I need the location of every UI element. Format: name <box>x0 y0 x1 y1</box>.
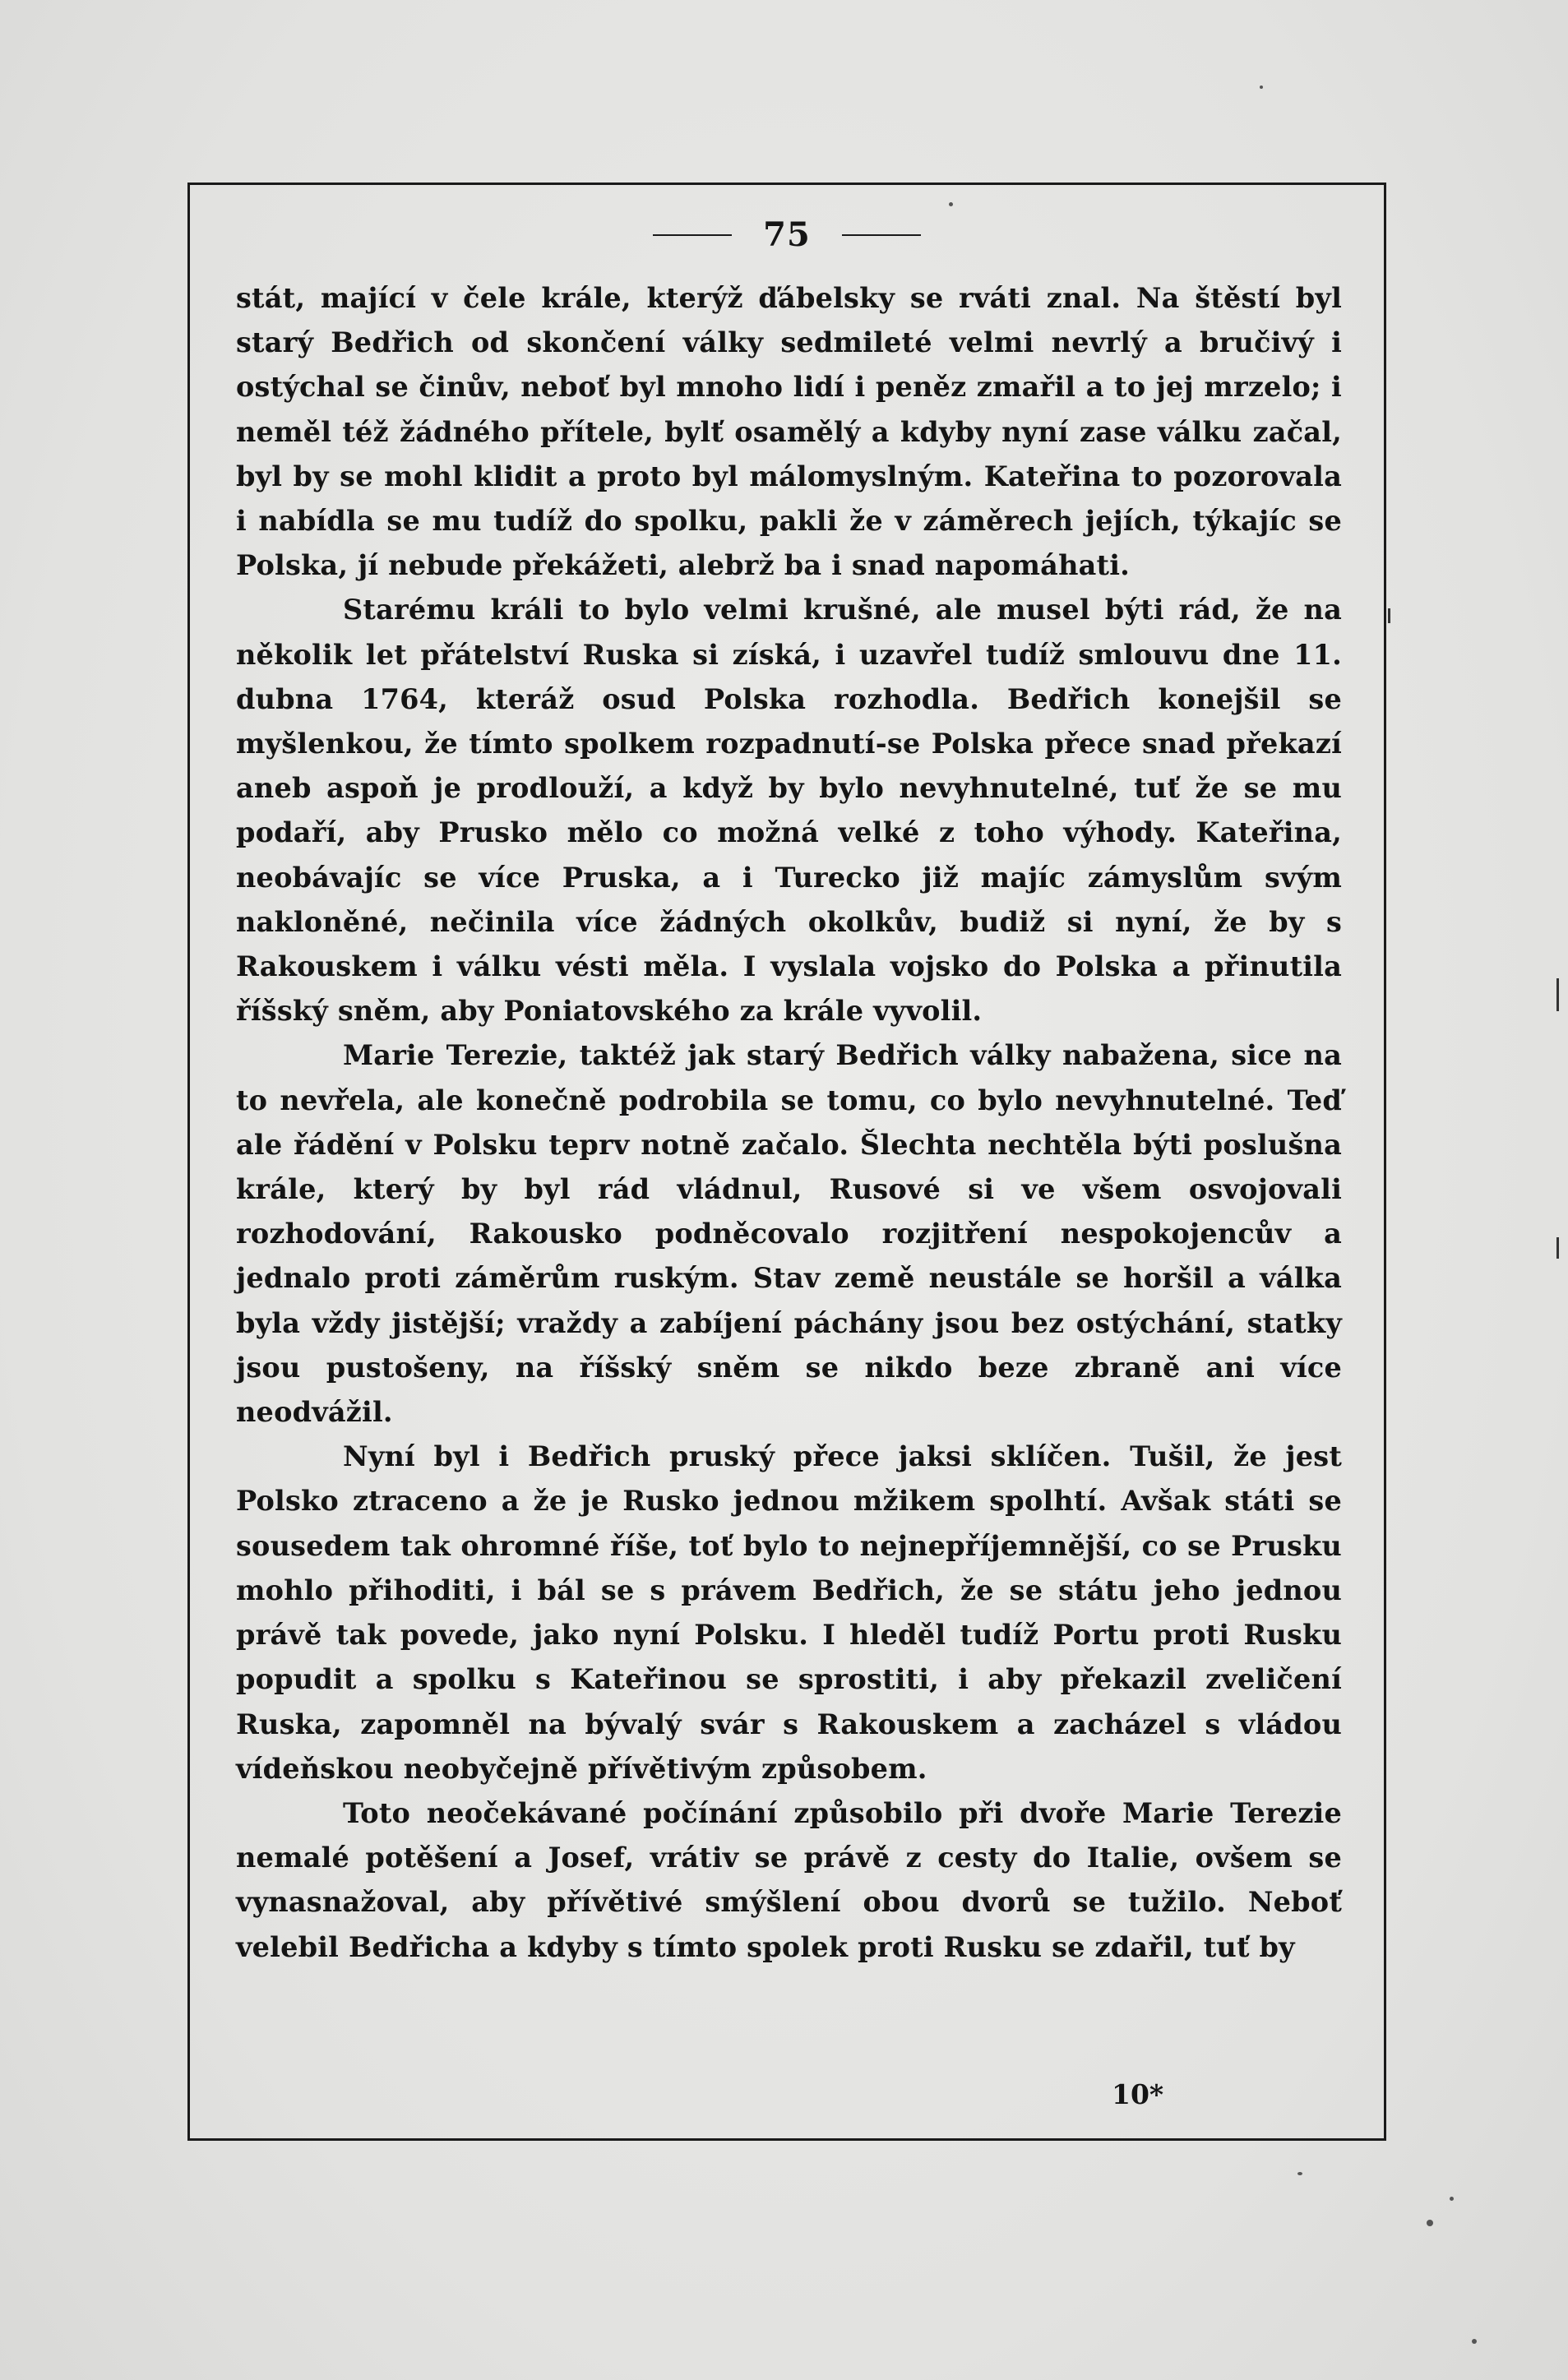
scan-edge-mark <box>1388 608 1390 623</box>
scan-edge-mark <box>1556 978 1559 1011</box>
scan-speck <box>1297 2172 1302 2175</box>
header-rule-left <box>653 234 732 236</box>
scan-speck <box>1450 2197 1454 2201</box>
scan-speck <box>1427 2220 1433 2226</box>
paragraph: Nyní byl i Bedřich pruský přece jaksi sklíčen. Tušil, že jest Polsko ztraceno a že je Rusko jednou mžikem spolhtí. Avšak státi se sousedem tak ohromné říše, toť bylo to nejnepříjemnější, co se Prusku mohlo přihoditi, i bál se s právem Bedřich, že se státu jeho jednou právě tak povede, jako nyní Polsku. I hleděl tudíž Portu proti Rusku popudit a spolku s Kateřinou se sprostiti, i aby překazil zveličení Ruska, zapomněl na bývalý svár s Rakouskem a zacházel s vládou vídeňskou neobyčejně přívětivým způsobem. <box>236 1440 1342 1785</box>
paragraph: Starému králi to bylo velmi krušné, ale musel býti rád, že na několik let přátelství Ruska si získá, i uzavřel tudíž smlouvu dne 11. dubna 1764, kteráž osud Polska rozhodla. Bedřich konejšil se myšlenkou, že tímto spolkem rozpadnutí-se Polska přece snad překazí aneb aspoň je prodlouží, a když by bylo nevyhnutelné, tuť že se mu podaří, aby Prusko mělo co možná velké z toho výhody. Kateřina, neobávajíc se více Pruska, a i Turecko již majíc zámyslům svým nakloněné, nečinila více žádných okolkův, budiž si nyní, že by s Rakouskem i válku vésti měla. I vyslala vojsko do Polska a přinutila říšský sněm, aby Poniatovského za krále vyvolil. <box>236 594 1342 1028</box>
paragraph: stát, mající v čele krále, kterýž ďábelsky se rváti znal. Na štěstí byl starý Bedřich od skončení války sedmileté velmi nevrlý a bručivý i ostýchal se činův, neboť byl mnoho lidí i peněz zmařil a to jej mrzelo; i neměl též žádného přítele, bylť osamělý a kdyby nyní zase válku začal, byl by se mohl klidit a proto byl málomyslným. Kateřina to pozorovala i nabídla se mu tudíž do spolku, pakli že v záměrech jejích, týkajíc se Polska, jí nebude překážeti, alebrž ba i snad napomáhati. <box>236 282 1342 582</box>
page-header <box>187 215 1386 254</box>
printer-signature-mark: 10* <box>1112 2078 1164 2110</box>
scan-speck <box>1260 85 1263 89</box>
header-rule-right <box>842 234 921 236</box>
scan-speck <box>1472 2339 1477 2344</box>
scan-speck <box>949 202 953 206</box>
page-number: 75 <box>763 215 811 254</box>
paragraph: Marie Terezie, taktéž jak starý Bedřich války nabažena, sice na to nevřela, ale konečně podrobila se tomu, co bylo nevyhnutelné. Teď ale řádění v Polsku teprv notně začalo. Šlechta nechtěla býti poslušna krále, který by byl rád vládnul, Rusové si ve všem osvojovali rozhodování, Rakousko podněcovalo rozjitření nespokojencův a jednalo proti záměrům ruským. Stav země neustále se horšil a válka byla vždy jistější; vraždy a zabíjení páchány jsou bez ostýchání, statky jsou pustošeny, na říšský sněm se nikdo beze zbraně ani více neodvážil. <box>236 1039 1342 1429</box>
body-text <box>236 276 1342 1970</box>
paragraph: Toto neočekávané počínání způsobilo při dvoře Marie Terezie nemalé potěšení a Josef, vrátiv se právě z cesty do Italie, ovšem se vynasnažoval, aby přívětivé smýšlení obou dvorů se tužilo. Neboť velebil Bedřicha a kdyby s tímto spolek proti Rusku se zdařil, tuť by <box>236 1796 1342 1963</box>
scan-edge-mark <box>1556 1237 1559 1259</box>
